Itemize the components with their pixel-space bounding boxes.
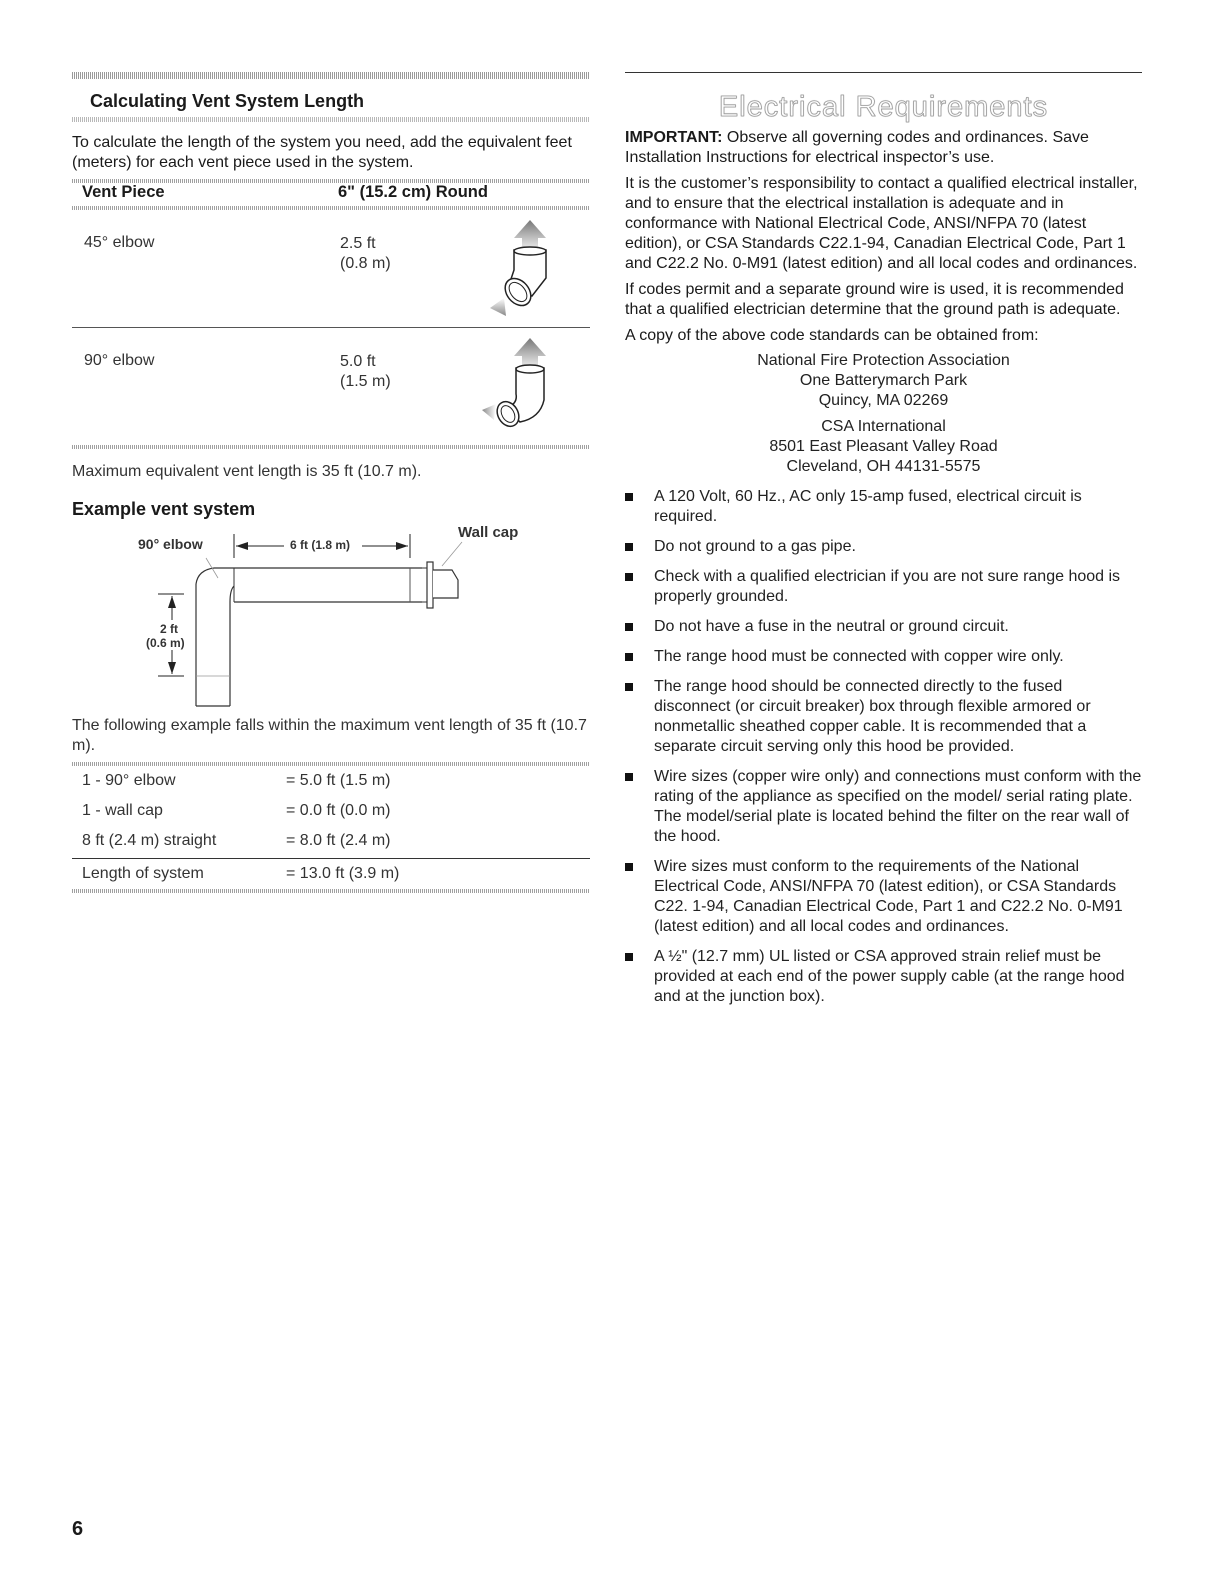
- calc-bottom-rule: [72, 889, 590, 893]
- header-vent-piece: Vent Piece: [82, 183, 165, 201]
- example-title: Example vent system: [72, 499, 256, 519]
- calc-item: 1 - 90° elbow: [82, 772, 176, 789]
- arrow-left-icon: [482, 404, 496, 420]
- address-line: National Fire Protection Association: [757, 352, 1010, 369]
- value-m: (1.5 m): [340, 373, 391, 390]
- list-item: [625, 567, 1142, 607]
- list-item: [625, 677, 1142, 757]
- vent-piece-table: [72, 179, 590, 449]
- value-m: (0.8 m): [340, 255, 391, 272]
- list-item-text: A 120 Volt, 60 Hz., AC only 15-amp fused, electrical circuit is required.: [654, 488, 1082, 525]
- list-item-text: A ½" (12.7 mm) UL listed or CSA approved strain relief must be provided at each end of the power supply cable (at the range hood and at the junction box).: [654, 948, 1125, 1005]
- calc-value: = 0.0 ft (0.0 m): [286, 802, 391, 819]
- value-ft: 5.0 ft: [340, 353, 376, 370]
- bullet-icon: [625, 953, 633, 961]
- list-item: [625, 487, 1142, 527]
- bullet-icon: [625, 863, 633, 871]
- title-underline: [72, 117, 590, 122]
- table-row: [72, 766, 590, 796]
- left-column: [72, 72, 590, 893]
- bullet-icon: [625, 773, 633, 781]
- vent-piece-value: [340, 234, 391, 274]
- vent-piece-value: [340, 352, 391, 392]
- length-dimension-label: 6 ft (1.8 m): [290, 538, 351, 552]
- section-title: Calculating Vent System Length: [90, 91, 365, 111]
- list-item-text: Check with a qualified electrician if you are not sure range hood is properly grounded.: [654, 568, 1121, 605]
- csa-address: [625, 417, 1142, 477]
- electrical-title: Electrical Requirements: [718, 91, 1049, 123]
- calc-value: = 8.0 ft (2.4 m): [286, 832, 391, 849]
- address-line: Cleveland, OH 44131-5575: [786, 458, 981, 475]
- elbow-label: 90° elbow: [138, 536, 203, 552]
- list-item-text: The range hood must be connected with copper wire only.: [654, 648, 1064, 665]
- bullet-icon: [625, 653, 633, 661]
- vent-piece-name: 90° elbow: [84, 352, 155, 369]
- table-bottom-rule: [72, 445, 590, 449]
- arrow-up-icon: [514, 220, 546, 248]
- max-length-text: Maximum equivalent vent length is 35 ft (10.7 m).: [72, 463, 422, 480]
- address-line: 8501 East Pleasant Valley Road: [769, 438, 998, 455]
- bullet-icon: [625, 493, 633, 501]
- calc-item: 8 ft (2.4 m) straight: [82, 832, 217, 849]
- list-item-text: Do not ground to a gas pipe.: [654, 538, 856, 555]
- bullet-icon: [625, 573, 633, 581]
- calc-item: 1 - wall cap: [82, 802, 163, 819]
- list-item-text: Do not have a fuse in the neutral or ground circuit.: [654, 618, 1009, 635]
- wall-cap-label: Wall cap: [458, 524, 519, 541]
- right-column: [625, 72, 1142, 1017]
- top-rule: [625, 72, 1142, 73]
- arrow-up-icon: [514, 338, 546, 366]
- calc-table: [72, 762, 590, 893]
- vent-diagram-drawing: [72, 528, 572, 714]
- nfpa-address: [625, 351, 1142, 411]
- ground-paragraph: If codes permit and a separate ground wire is used, it is recommended that a qualified electrician determine that the ground path is adequate.: [625, 281, 1124, 318]
- following-text: The following example falls within the maximum vent length of 35 ft (10.7 m).: [72, 717, 587, 754]
- intro-text: To calculate the length of the system you need, add the equivalent feet (meters) for each vent piece used in the system.: [72, 134, 572, 171]
- bullet-icon: [625, 623, 633, 631]
- top-rule: [72, 72, 590, 79]
- table-row: [72, 826, 590, 856]
- copy-paragraph: A copy of the above code standards can be obtained from:: [625, 327, 1039, 344]
- total-item: Length of system: [82, 865, 204, 882]
- list-item-text: The range hood should be connected directly to the fused disconnect (or circuit breaker) box through flexible armored or nonmetallic sheathed copper cable. It is recommended that a separate circuit serving only this hood be provided.: [654, 678, 1091, 755]
- table-row: [72, 328, 590, 445]
- example-vent-diagram: [72, 524, 572, 714]
- total-row: [72, 859, 590, 889]
- total-value: = 13.0 ft (3.9 m): [286, 865, 400, 882]
- list-item: [625, 857, 1142, 937]
- list-item: [625, 537, 1142, 557]
- list-item: [625, 767, 1142, 847]
- value-ft: 2.5 ft: [340, 235, 376, 252]
- height-m-label: (0.6 m): [146, 636, 185, 650]
- table-row: [72, 210, 590, 327]
- vent-piece-name: 45° elbow: [84, 234, 155, 251]
- important-text: Observe all governing codes and ordinances. Save Installation Instructions for electrical inspector’s use.: [625, 129, 1089, 166]
- table-header: [72, 183, 590, 206]
- list-item: [625, 647, 1142, 667]
- list-item-text: Wire sizes (copper wire only) and connections must conform with the rating of the appliance as specified on the model/ serial rating plate. The model/serial plate is located behind the filter on the rear wall of the hood.: [654, 768, 1142, 845]
- list-item-text: Wire sizes must conform to the requirements of the National Electrical Code, ANSI/NFPA 70 (latest edition), or CSA Standards C22. 1-94, Canadian Electrical Code, Part 1 and C22.2 No. 0-M91 (latest edition) and all local codes and ordinances.: [654, 858, 1123, 935]
- bullet-icon: [625, 543, 633, 551]
- important-note: [625, 128, 1142, 168]
- bullet-icon: [625, 683, 633, 691]
- table-row: [72, 796, 590, 826]
- elbow-45-illustration: [480, 220, 560, 320]
- elbow-90-illustration: [480, 338, 560, 438]
- height-ft-label: 2 ft: [160, 622, 178, 636]
- address-line: CSA International: [821, 418, 946, 435]
- list-item: [625, 617, 1142, 637]
- responsibility-paragraph: It is the customer’s responsibility to contact a qualified electrical installer, and to ensure that the electrical installation is adequate and in conformance with National Electrical Code, ANSI/NFPA 70 (latest edition), or CSA Standards C22.1-94, Canadian Electrical Code, Part 1 and C22.2 No. 0-M91 (latest edition) and all local codes and ordinances.: [625, 175, 1138, 272]
- arrow-down-icon: [490, 298, 506, 316]
- header-round: 6" (15.2 cm) Round: [338, 183, 488, 201]
- requirements-list: [625, 487, 1142, 1007]
- address-line: One Batterymarch Park: [799, 372, 968, 389]
- list-item: [625, 947, 1142, 1007]
- calc-value: = 5.0 ft (1.5 m): [286, 772, 391, 789]
- page-number: 6: [72, 1518, 84, 1540]
- address-line: Quincy, MA 02269: [818, 392, 949, 409]
- important-label: IMPORTANT:: [625, 129, 723, 146]
